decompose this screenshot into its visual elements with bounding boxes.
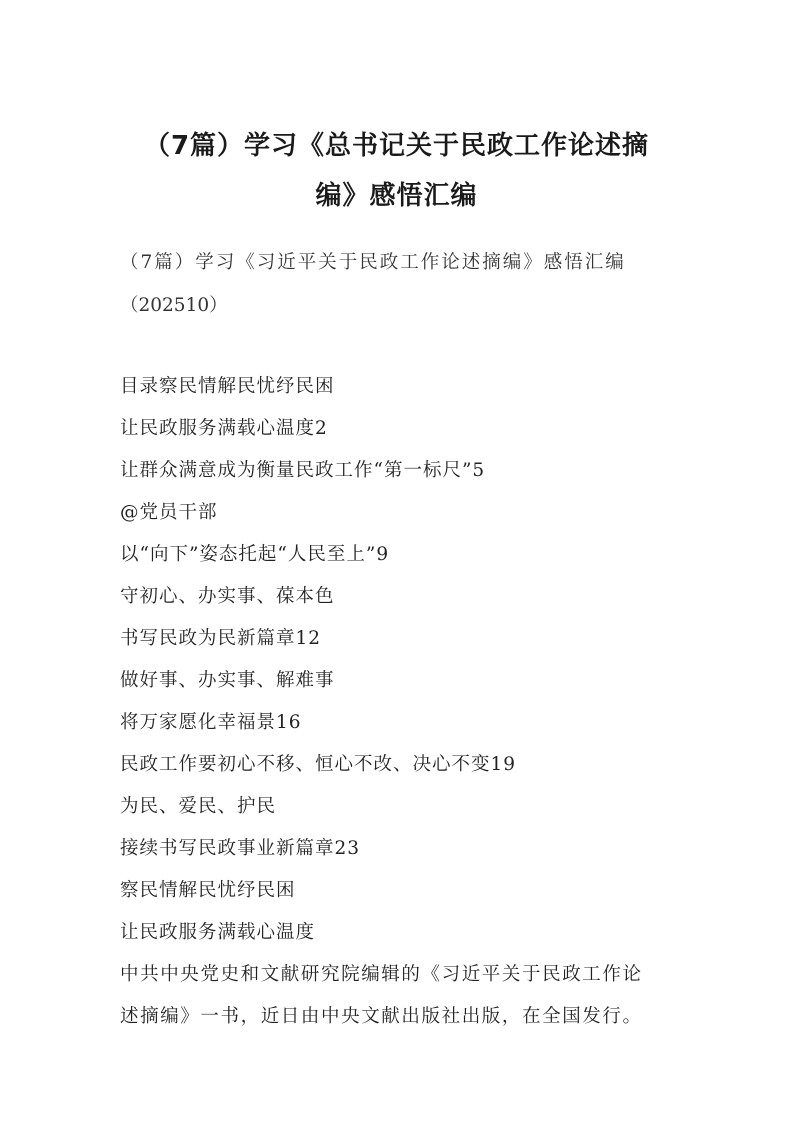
toc-item: 守初心、办实事、葆本色 <box>120 586 335 607</box>
body-paragraph-line: 述摘编》一书，近日由中央文献出版社出版，在全国发行。 <box>120 1006 643 1027</box>
document-title-line-2: 编》感悟汇编 <box>315 181 478 211</box>
toc-item: 做好事、办实事、解难事 <box>120 670 335 691</box>
toc-item: 让民政服务满载心温度 <box>120 922 316 943</box>
toc-item: 让民政服务满载心温度2 <box>120 418 328 439</box>
document-subtitle-line-2: （202510） <box>120 295 228 316</box>
toc-item: 为民、爱民、护民 <box>120 796 277 817</box>
body-paragraph-line: 中共中央党史和文献研究院编辑的《习近平关于民政工作论 <box>120 964 643 985</box>
toc-item: 民政工作要初心不移、恒心不改、决心不变19 <box>120 754 517 775</box>
toc-item: 让群众满意成为衡量民政工作“第一标尺”5 <box>120 460 486 481</box>
toc-item: @党员干部 <box>120 502 218 523</box>
toc-item: 将万家愿化幸福景16 <box>120 712 302 733</box>
document-subtitle-line-1: （7篇）学习《习近平关于民政工作论述摘编》感悟汇编 <box>120 252 626 273</box>
document-title-line-1: （7篇）学习《总书记关于民政工作论述摘 <box>143 131 650 161</box>
toc-item: 接续书写民政事业新篇章23 <box>120 838 361 859</box>
toc-item: 察民情解民忧纾民困 <box>120 880 296 901</box>
toc-item: 书写民政为民新篇章12 <box>120 628 322 649</box>
toc-item: 以“向下”姿态托起“人民至上”9 <box>120 544 390 565</box>
toc-item: 目录察民情解民忧纾民困 <box>120 376 335 397</box>
